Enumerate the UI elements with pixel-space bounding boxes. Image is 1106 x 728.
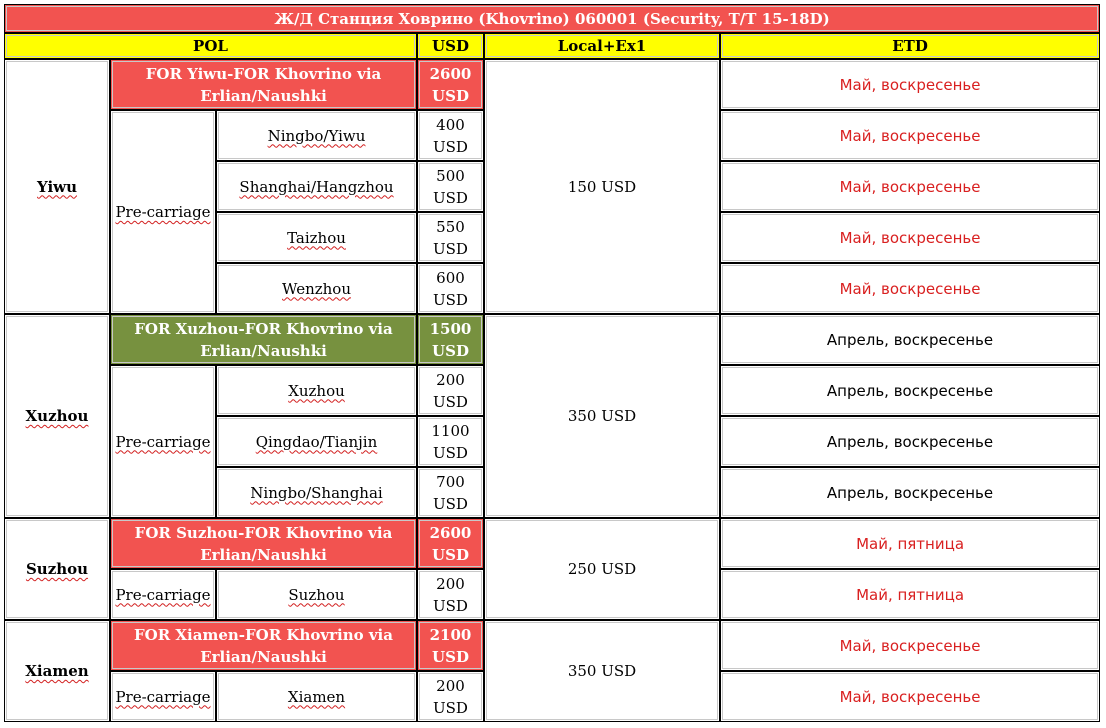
local-fee: 350 USD	[484, 620, 720, 722]
precarriage-origin: Shanghai/Hangzhou	[239, 177, 394, 196]
precarriage-price-cell	[417, 467, 484, 518]
precarriage-price-cell	[417, 110, 484, 161]
precarriage-price: 600	[436, 268, 465, 287]
precarriage-price: 200	[436, 370, 465, 389]
precarriage-currency: USD	[433, 290, 468, 309]
header-etd: ETD	[720, 33, 1100, 59]
etd-cell: Май, воскресенье	[720, 212, 1100, 263]
rate-table	[4, 4, 1100, 722]
precarriage-origin-cell	[216, 365, 417, 416]
header-local: Local+Ex1	[484, 33, 720, 59]
precarriage-origin-cell	[216, 161, 417, 212]
precarriage-currency: USD	[433, 188, 468, 207]
pol-city: Xuzhou	[25, 407, 89, 425]
precarriage-origin-cell	[216, 569, 417, 620]
route-price: 1500	[429, 319, 472, 338]
precarriage-price: 500	[436, 166, 465, 185]
precarriage-origin: Ningbo/Shanghai	[250, 483, 383, 502]
pol-city-cell	[4, 620, 110, 722]
precarriage-origin-cell	[216, 110, 417, 161]
route-line-1: FOR Xiamen-FOR Khovrino via	[134, 625, 393, 644]
precarriage-label: Pre-carriage	[115, 585, 211, 604]
route-currency: USD	[432, 647, 469, 666]
route-cell	[110, 59, 417, 110]
precarriage-price-cell	[417, 365, 484, 416]
etd-cell: Май, воскресенье	[720, 59, 1100, 110]
precarriage-price: 550	[436, 217, 465, 236]
precarriage-currency: USD	[433, 392, 468, 411]
precarriage-origin-cell	[216, 212, 417, 263]
route-cell	[110, 620, 417, 671]
route-line-2: Erlian/Naushki	[200, 86, 327, 105]
precarriage-price-cell	[417, 569, 484, 620]
etd-cell: Май, пятница	[720, 569, 1100, 620]
route-currency: USD	[432, 86, 469, 105]
precarriage-origin: Suzhou	[288, 585, 345, 604]
etd-cell: Апрель, воскресенье	[720, 365, 1100, 416]
route-line-1: FOR Yiwu-FOR Khovrino via	[145, 64, 382, 83]
precarriage-label-cell	[110, 365, 216, 518]
etd-cell: Май, воскресенье	[720, 620, 1100, 671]
precarriage-price-cell	[417, 263, 484, 314]
precarriage-label-cell	[110, 110, 216, 314]
etd-cell: Май, воскресенье	[720, 161, 1100, 212]
precarriage-currency: USD	[433, 239, 468, 258]
pol-city-cell	[4, 314, 110, 518]
route-cell	[110, 314, 417, 365]
route-line-2: Erlian/Naushki	[200, 545, 327, 564]
precarriage-currency: USD	[433, 596, 468, 615]
pol-city: Suzhou	[25, 560, 89, 578]
precarriage-price-cell	[417, 671, 484, 722]
precarriage-price: 200	[436, 676, 465, 695]
route-price-cell	[417, 314, 484, 365]
precarriage-origin-cell	[216, 263, 417, 314]
precarriage-origin-cell	[216, 671, 417, 722]
precarriage-currency: USD	[433, 494, 468, 513]
pol-city: Yiwu	[37, 177, 77, 196]
pol-city-cell	[4, 518, 110, 620]
etd-cell: Май, воскресенье	[720, 263, 1100, 314]
precarriage-currency: USD	[433, 443, 468, 462]
route-price: 2600	[429, 523, 472, 542]
precarriage-label-cell	[110, 569, 216, 620]
route-price-cell	[417, 59, 484, 110]
route-line-1: FOR Xuzhou-FOR Khovrino via	[134, 319, 393, 338]
precarriage-label: Pre-carriage	[115, 687, 211, 706]
etd-cell: Апрель, воскресенье	[720, 416, 1100, 467]
precarriage-origin-cell	[216, 467, 417, 518]
pol-city: Xiamen	[25, 662, 89, 680]
route-currency: USD	[432, 545, 469, 564]
etd-cell: Май, воскресенье	[720, 110, 1100, 161]
precarriage-label: Pre-carriage	[115, 432, 211, 451]
precarriage-label-cell	[110, 671, 216, 722]
precarriage-origin-cell	[216, 416, 417, 467]
route-cell	[110, 518, 417, 569]
route-line-1: FOR Suzhou-FOR Khovrino via	[134, 523, 393, 542]
precarriage-origin: Taizhou	[287, 228, 346, 247]
header-usd: USD	[417, 33, 484, 59]
etd-cell: Май, пятница	[720, 518, 1100, 569]
precarriage-currency: USD	[433, 137, 468, 156]
precarriage-price: 200	[436, 574, 465, 593]
route-line-2: Erlian/Naushki	[200, 647, 327, 666]
etd-cell: Апрель, воскресенье	[720, 314, 1100, 365]
route-price-cell	[417, 518, 484, 569]
etd-cell: Апрель, воскресенье	[720, 467, 1100, 518]
precarriage-price-cell	[417, 161, 484, 212]
precarriage-price: 400	[436, 115, 465, 134]
precarriage-price: 1100	[431, 421, 470, 440]
route-price: 2100	[429, 625, 472, 644]
precarriage-currency: USD	[433, 698, 468, 717]
route-currency: USD	[432, 341, 469, 360]
route-price: 2600	[429, 64, 472, 83]
local-fee: 250 USD	[484, 518, 720, 620]
pol-city-cell	[4, 59, 110, 314]
precarriage-price-cell	[417, 416, 484, 467]
precarriage-origin: Xiamen	[287, 687, 346, 706]
header-pol: POL	[4, 33, 417, 59]
precarriage-price: 700	[436, 472, 465, 491]
precarriage-price-cell	[417, 212, 484, 263]
route-line-2: Erlian/Naushki	[200, 341, 327, 360]
local-fee: 150 USD	[484, 59, 720, 314]
precarriage-origin: Wenzhou	[282, 279, 351, 298]
local-fee: 350 USD	[484, 314, 720, 518]
precarriage-origin: Xuzhou	[288, 381, 345, 400]
route-price-cell	[417, 620, 484, 671]
precarriage-label: Pre-carriage	[115, 203, 211, 221]
table-title: Ж/Д Станция Ховрино (Khovrino) 060001 (Security, T/T 15-18D)	[4, 4, 1100, 33]
precarriage-origin: Ningbo/Yiwu	[267, 126, 366, 145]
etd-cell: Май, воскресенье	[720, 671, 1100, 722]
precarriage-origin: Qingdao/Tianjin	[255, 432, 378, 451]
